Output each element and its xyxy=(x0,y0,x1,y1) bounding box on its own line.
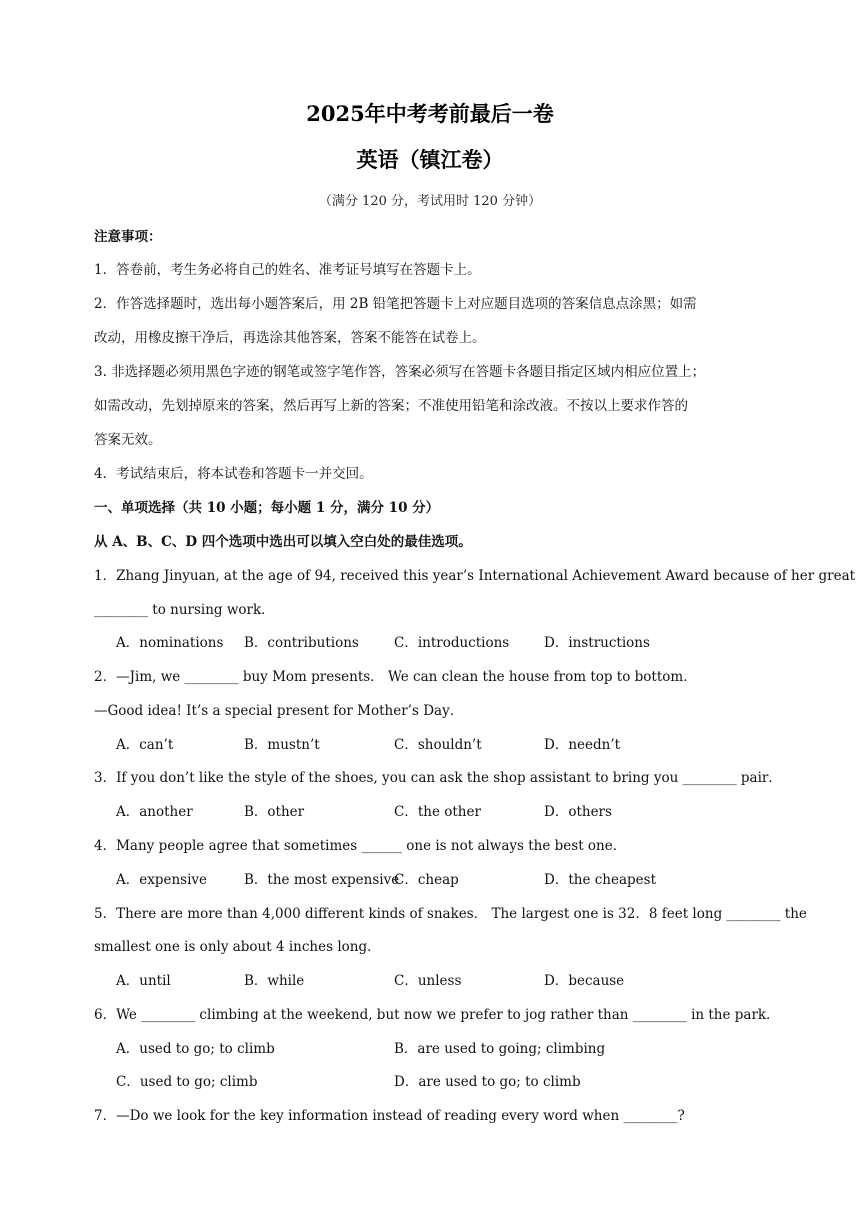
note-2-line-1: 2．作答选择题时，选出每小题答案后，用 2B 铅笔把答题卡上对应题目选项的答案信息点涂黑；如需 xyxy=(94,296,697,312)
q5-option-c: C．unless xyxy=(394,973,462,989)
question-5-stem-cont: smallest one is only about 4 inches long． xyxy=(94,939,381,955)
note-2-line-2: 改动，用橡皮擦干净后，再选涂其他答案，答案不能答在试卷上。 xyxy=(94,330,486,346)
note-4: 4．考试结束后，将本试卷和答题卡一并交回。 xyxy=(94,466,373,482)
q2-option-a: A．can’t xyxy=(116,737,174,753)
q6-option-a: A．used to go; to climb xyxy=(116,1041,275,1057)
q6-option-c: C．used to go; climb xyxy=(116,1074,258,1090)
note-3-line-3: 答案无效。 xyxy=(94,432,162,448)
question-4-stem: 4．Many people agree that sometimes ______ one is not always the best one． xyxy=(94,838,627,854)
section-instruction: 从 A、B、C、D 四个选项中选出可以填入空白处的最佳选项。 xyxy=(94,534,472,550)
q5-option-b: B．while xyxy=(244,973,305,989)
question-2-reply: —Good idea! It’s a special present for Mother’s Day． xyxy=(94,703,464,719)
q6-option-b: B．are used to going; climbing xyxy=(394,1041,606,1057)
q1-option-b: B．contributions xyxy=(244,635,359,651)
q6-option-d: D．are used to go; to climb xyxy=(394,1074,581,1090)
q1-option-c: C．introductions xyxy=(394,635,510,651)
note-3-line-2: 如需改动，先划掉原来的答案，然后再写上新的答案；不准使用铅笔和涂改液。不按以上要求作答的 xyxy=(94,398,688,414)
q1-option-a: A．nominations xyxy=(116,635,224,651)
q3-option-c: C．the other xyxy=(394,804,481,820)
q3-option-b: B．other xyxy=(244,804,305,820)
q2-option-c: C．shouldn’t xyxy=(394,737,482,753)
q1-option-d: D．instructions xyxy=(544,635,650,651)
question-1-stem: 1．Zhang Jinyuan, at the age of 94, received this year’s International Achievement Award because of her great xyxy=(94,568,856,584)
exam-subtitle: 英语（镇江卷） xyxy=(356,147,504,172)
q3-option-d: D．others xyxy=(544,804,612,820)
q4-option-a: A．expensive xyxy=(116,872,208,888)
q2-option-b: B．mustn’t xyxy=(244,737,320,753)
section-heading: 一、单项选择（共 10 小题；每小题 1 分，满分 10 分） xyxy=(94,500,440,516)
question-7-stem: 7．—Do we look for the key information instead of reading every word when ________? xyxy=(94,1108,685,1124)
q3-option-a: A．another xyxy=(116,804,193,820)
question-5-stem: 5．There are more than 4,000 different kinds of snakes． The largest one is 32．8 feet long ________ the xyxy=(94,906,807,922)
note-1: 1．答卷前，考生务必将自己的姓名、准考证号填写在答题卡上。 xyxy=(94,262,481,278)
note-3-line-1: 3. 非选择题必须用黑色字迹的钢笔或签字笔作答，答案必须写在答题卡各题目指定区域内相应位置上； xyxy=(94,364,706,380)
q4-option-d: D．the cheapest xyxy=(544,872,657,888)
question-6-stem: 6．We ________ climbing at the weekend, but now we prefer to jog rather than ________ in the park． xyxy=(94,1007,780,1023)
question-3-stem: 3．If you don’t like the style of the shoes, you can ask the shop assistant to bring you ________ pair． xyxy=(94,770,782,786)
q4-option-c: C．cheap xyxy=(394,872,459,888)
exam-info: （满分 120 分，考试用时 120 分钟） xyxy=(318,194,542,209)
notes-heading: 注意事项： xyxy=(94,229,162,245)
q5-option-a: A．until xyxy=(116,973,171,989)
q2-option-d: D．needn’t xyxy=(544,737,621,753)
q4-option-b: B．the most expensive xyxy=(244,872,400,888)
exam-title: 2025年中考考前最后一卷 xyxy=(306,101,554,126)
question-1-stem-cont: ________ to nursing work． xyxy=(94,602,275,618)
q5-option-d: D．because xyxy=(544,973,625,989)
question-2-stem: 2．—Jim, we ________ buy Mom presents． We can clean the house from top to bottom． xyxy=(94,669,697,685)
